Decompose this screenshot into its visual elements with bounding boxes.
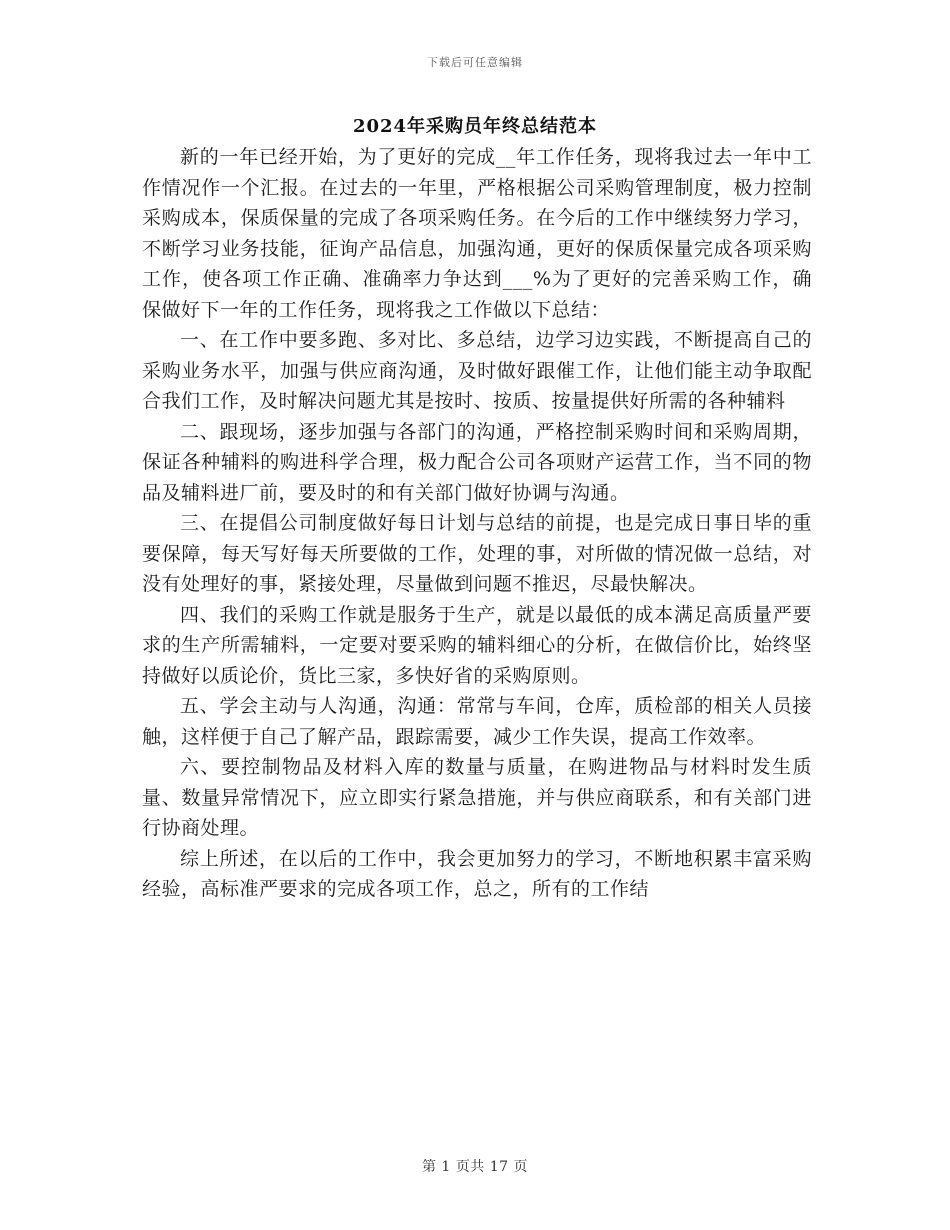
paragraph-point-1: 一、在工作中要多跑、多对比、多总结，边学习边实践，不断提高自己的采购业务水平，加强与供应商沟通，及时做好跟催工作，让他们能主动争取配合我们工作，及时解决问题尤其是按时、按质、按量提供好所需的各种辅料: [142, 329, 812, 412]
document-title: 2024年采购员年终总结范本: [352, 116, 598, 137]
document-body: [142, 142, 812, 905]
paragraph-point-3: 三、在提倡公司制度做好每日计划与总结的前提，也是完成日事日毕的重要保障，每天写好每天所要做的工作，处理的事，对所做的情况做一总结，对没有处理好的事，紧接处理，尽量做到问题不推迟，尽最快解决。: [142, 512, 812, 595]
paragraph-intro: 新的一年已经开始，为了更好的完成__年工作任务，现将我过去一年中工作情况作一个汇报。在过去的一年里，严格根据公司采购管理制度，极力控制采购成本，保质保量的完成了各项采购任务。在今后的工作中继续努力学习，不断学习业务技能，征询产品信息，加强沟通，更好的保质保量完成各项采购工作，使各项工作正确、准确率力争达到___%为了更好的完善采购工作，确保做好下一年的工作任务，现将我之工作做以下总结：: [142, 146, 812, 321]
paragraph-point-5: 五、学会主动与人沟通，沟通：常常与车间，仓库，质检部的相关人员接触，这样便于自己了解产品，跟踪需要，减少工作失误，提高工作效率。: [142, 695, 812, 748]
paragraph-point-6: 六、要控制物品及材料入库的数量与质量，在购进物品与材料时发生质量、数量异常情况下，应立即实行紧急措施，并与供应商联系，和有关部门进行协商处理。: [142, 756, 812, 839]
paragraph-point-4: 四、我们的采购工作就是服务于生产，就是以最低的成本满足高质量严要求的生产所需辅料，一定要对要采购的辅料细心的分析，在做信价比，始终坚持做好以质论价，货比三家，多快好省的采购原则。: [142, 603, 812, 687]
page-number: 第 1 页共 17 页: [421, 1159, 529, 1175]
paragraph-point-2: 二、跟现场，逐步加强与各部门的沟通，严格控制采购时间和采购周期，保证各种辅料的购进科学合理，极力配合公司各项财产运营工作，当不同的物品及辅料进厂前，要及时的和有关部门做好协调与沟通。: [142, 420, 812, 504]
header-note: 下载后可任意编辑: [427, 56, 523, 69]
paragraph-conclusion: 综上所述，在以后的工作中，我会更加努力的学习，不断地积累丰富采购经验，高标准严要求的完成各项工作，总之，所有的工作结: [142, 847, 812, 900]
